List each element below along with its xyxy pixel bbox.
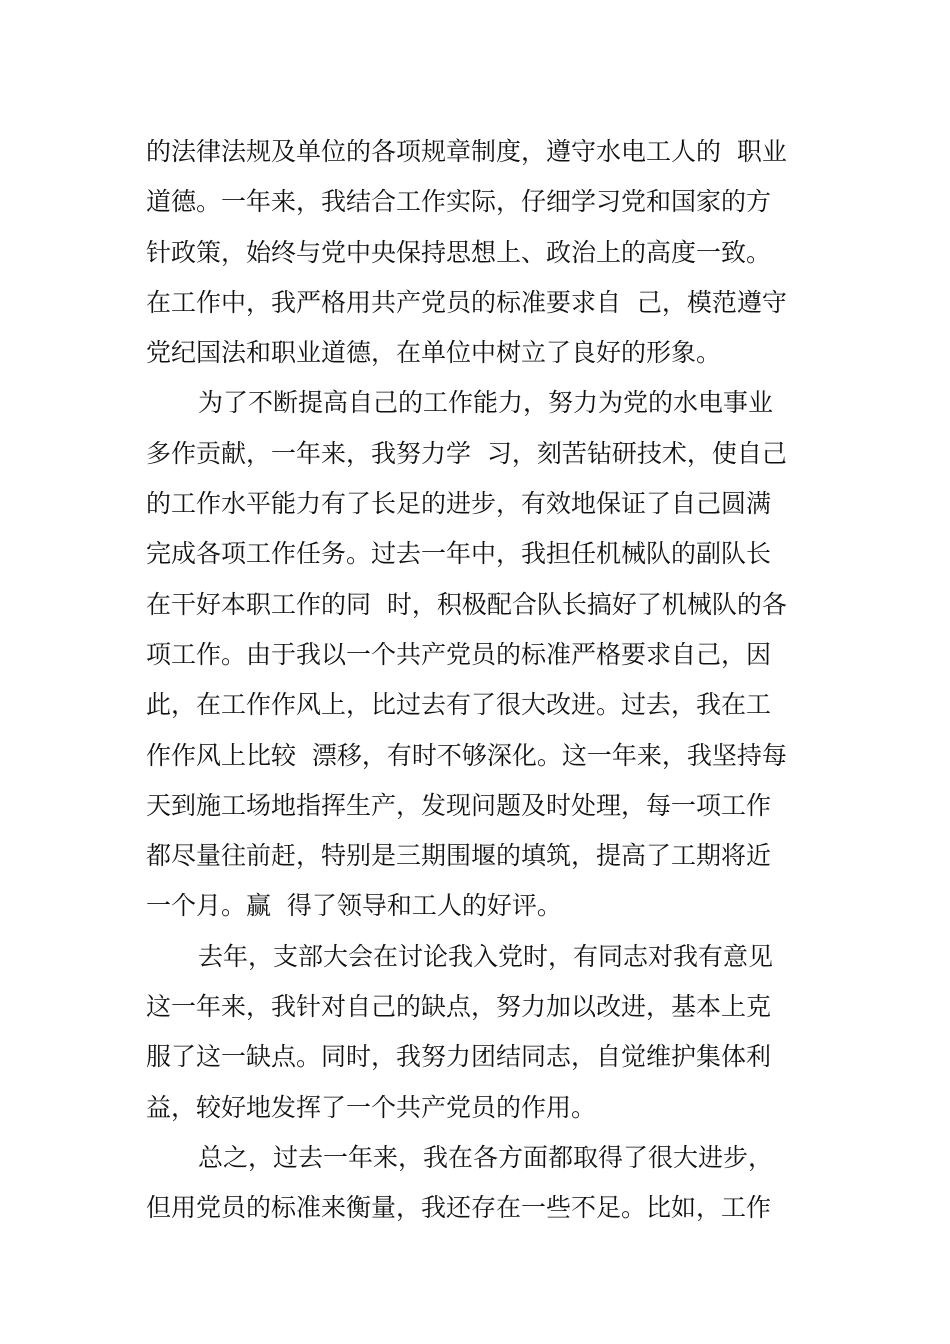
text-line: 党纪国法和职业道德，在单位中树立了良好的形象。 (146, 338, 722, 368)
text-line: 天到施工场地指挥生产，发现问题及时处理，每一项工作 (146, 790, 772, 820)
text-line: 这一年来，我针对自己的缺点，努力加以改进，基本上克 (146, 992, 772, 1022)
text-line: 服了这一缺点。同时，我努力团结同志，自觉维护集体利 (146, 1042, 772, 1072)
document-body (146, 127, 806, 1234)
text-line: 多作贡献，一年来，我努力学 习，刻苦钻研技术，使自己 (146, 438, 787, 468)
text-line: 一个月。赢 得了领导和工人的好评。 (146, 891, 562, 921)
text-line: 完成各项工作任务。过去一年中，我担任机械队的副队长 (146, 539, 772, 569)
text-line: 都尽量往前赶，特别是三期围堰的填筑，提高了工期将近 (146, 841, 772, 871)
text-line: 的法律法规及单位的各项规章制度，遵守水电工人的 职业 (146, 137, 787, 166)
text-line: 总之，过去一年来，我在各方面都取得了很大进步， (198, 1142, 774, 1172)
text-line: 但用党员的标准来衡量，我还存在一些不足。比如，工作 (146, 1193, 772, 1223)
text-line: 项工作。由于我以一个共产党员的标准严格要求自己，因 (146, 639, 772, 669)
text-line: 为了不断提高自己的工作能力，努力为党的水电事业 (198, 388, 774, 418)
text-line: 益，较好地发挥了一个共产党员的作用。 (146, 1092, 597, 1122)
text-line: 此，在工作作风上，比过去有了很大改进。过去，我在工 (146, 690, 772, 720)
text-line: 去年，支部大会在讨论我入党时，有同志对我有意见 (198, 941, 774, 971)
text-line: 在工作中，我严格用共产党员的标准要求自 己，模范遵守 (146, 287, 787, 317)
text-line: 道德。一年来，我结合工作实际，仔细学习党和国家的方 (146, 187, 772, 217)
text-line: 针政策，始终与党中央保持思想上、政治上的高度一致。 (146, 237, 772, 267)
text-line: 作作风上比较 漂移，有时不够深化。这一年来，我坚持每 (146, 740, 787, 770)
text-line: 的工作水平能力有了长足的进步，有效地保证了自己圆满 (146, 489, 772, 519)
text-line: 在干好本职工作的同 时，积极配合队长搞好了机械队的各 (146, 589, 787, 619)
